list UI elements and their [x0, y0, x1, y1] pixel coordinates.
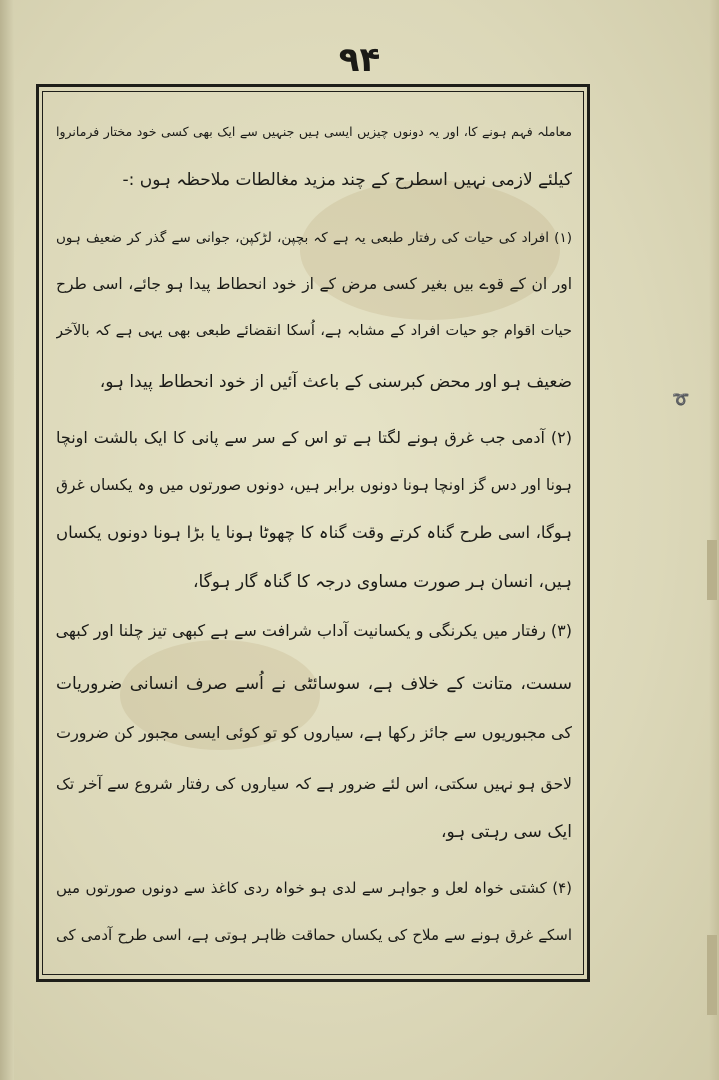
text-line: حیات اقوام جو حیات افراد کے مشابہ ہے، اُسکا انقضائے طبعی بھی یہی ہے کہ بالآخر [56, 323, 572, 339]
text-line: لاحق ہو نہیں سکتی، اس لئے ضرور ہے کہ سیاروں کی رفتار شروع سے آخر تک [56, 775, 572, 793]
text-line: ایک سی رہتی ہو، [441, 822, 572, 842]
text-line: ہونا اور دس گز اونچا ہونا دونوں برابر ہیں، دونوں صورتوں میں وہ یکساں غرق [56, 476, 572, 494]
text-line: ضعیف ہو اور محض کبرسنی کے باعث آئیں از خود انحطاط پیدا ہو، [99, 372, 572, 392]
page-edge-tear [707, 935, 717, 1015]
text-line: کی مجبوریوں سے جائز رکھا ہے، سیاروں کو تو کوئی ایسی مجبور کن ضرورت [56, 723, 572, 742]
text-line: (۴) کشتی خواہ لعل و جواہر سے لدی ہو خواہ ردی کاغذ سے دونوں صورتوں میں [56, 879, 572, 897]
text-line: اور ان کے قوے بیں بغیر کسی مرض کے از خود انحطاط پیدا ہو جائے، اسی طرح [56, 275, 572, 293]
text-line: ہوگا، اسی طرح گناہ کرتے وقت گناہ کا چھوٹا ہونا یا بڑا ہونا دونوں یکساں [56, 523, 572, 542]
ink-mark-icon: ➰ [672, 392, 690, 408]
page-edge-tear [707, 540, 717, 600]
text-line: (۳) رفتار میں یکرنگی و یکسانیت آداب شرافت سے ہے کبھی تیز چلنا اور کبھی [56, 621, 572, 640]
spine-shadow [0, 0, 14, 1080]
text-line: سست، متانت کے خلاف ہے، سوسائٹی نے اُسے صرف انسانی ضروریات [56, 674, 572, 694]
page-number: ۹۴ [338, 40, 381, 80]
text-line: کیلئے لازمی نہیں اسطرح کے چند مزید مغالطات ملاحظہ ہوں :- [122, 170, 572, 190]
text-line: ہیں، انسان ہر صورت مساوی درجہ کا گناہ گار ہوگا، [192, 572, 572, 592]
text-line: (۱) افراد کی حیات کی رفتار طبعی یہ ہے کہ بچپن، لڑکپن، جوانی سے گذر کر ضعیف ہوں [56, 230, 572, 246]
text-line: (۲) آدمی جب غرق ہونے لگتا ہے تو اس کے سر سے پانی کا ایک بالشت اونچا [56, 428, 572, 447]
text-line: اسکے غرق ہونے سے ملاح کی یکساں حماقت ظاہر ہوتی ہے، اسی طرح آدمی کی [56, 926, 572, 944]
text-line: معاملہ فہم ہونے کا، اور یہ دونوں چیزیں ایسی ہیں جنہیں سے ایک بھی کسی خود مختار فرمانروا [56, 124, 572, 139]
